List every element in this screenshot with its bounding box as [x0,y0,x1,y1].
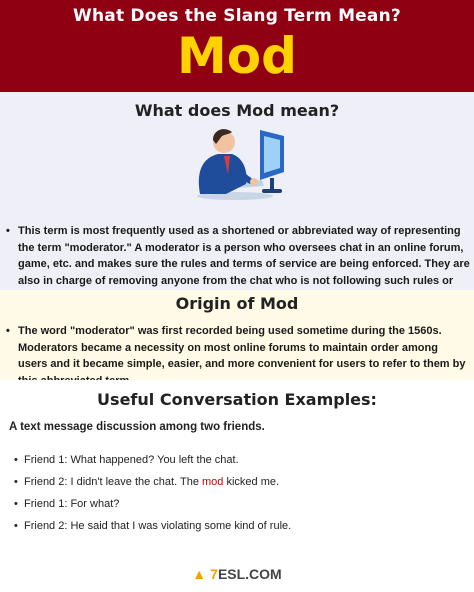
highlighted-word: mod [202,476,224,488]
banner-kicker: What Does the Slang Term Mean? [73,6,401,26]
line-text: Friend 1: For what? [24,498,120,510]
origin-section [0,290,474,380]
line-text: Friend 2: He said that I was violating some kind of rule. [24,520,292,532]
title-banner [0,0,474,92]
line-text: Friend 1: What happened? You left the chat. [24,454,239,466]
origin-text: • The word "moderator" was first recorded being used sometime during the 1560s. Moderators became a necessity on most online forums to maintain order among users and it became simple, easier, and more convenient for users to refer to them by [0,323,468,389]
conversation-list [0,452,474,540]
meaning-section [0,92,474,290]
line-text-after: kicked me. [223,476,280,488]
conversation-line [0,474,474,496]
line-text: Friend 2: I didn't leave the chat. The [24,476,203,488]
examples-section [0,380,474,592]
conversation-line [0,452,474,474]
meaning-heading: What does Mod mean? [134,101,340,120]
examples-heading: Useful Conversation Examples: [97,390,377,409]
origin-heading: Origin of Mod [175,294,299,313]
brand-logo [0,566,474,582]
conversation-line [0,496,474,518]
banner-word: Mod [177,27,297,85]
meaning-text: • This term is most frequently used as a shortened or abbreviated way of representing the term "moderator." A moderator is a person who oversees chat in an online forum, game, etc. and makes sure the rules and terms of service are being enforced. They are also in charge of removing anyone from the chat who is not following such rules or [0,223,472,306]
graduation-cap-icon: ▲ [192,566,207,582]
conversation-line [0,518,474,540]
person-at-computer-icon [180,122,290,202]
brand-seven: 7 [210,566,218,582]
examples-intro: A text message discussion among two friends. [9,421,265,433]
brand-name: ESL.COM [217,566,282,582]
